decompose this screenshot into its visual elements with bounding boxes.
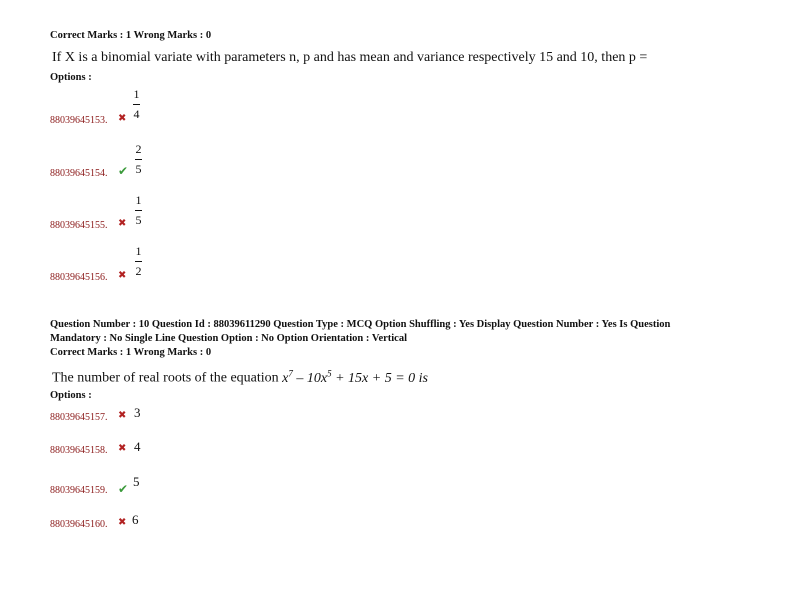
cross-icon: ✖ — [118, 218, 127, 229]
option-fraction[interactable] — [133, 88, 140, 121]
check-icon: ✔ — [118, 164, 129, 178]
option-fraction[interactable] — [135, 245, 142, 278]
cross-icon: ✖ — [118, 410, 127, 421]
option-id: 88039645157. — [50, 412, 108, 423]
fraction-bar — [135, 261, 142, 262]
eq-term: + 15x + 5 = 0 is — [331, 370, 428, 386]
q10-header-line1: Question Number : 10 Question Id : 88039611290 Question Type : MCQ Option Shuffling : Yes Display Question Number : Yes Is Question — [50, 319, 671, 330]
q9-question-text: If X is a binomial variate with parameters n, p and has mean and variance respectively 15 and 10, then p = — [52, 50, 648, 65]
option-value[interactable]: 4 — [134, 439, 141, 454]
q10-marks-line: Correct Marks : 1 Wrong Marks : 0 — [50, 347, 212, 358]
cross-icon: ✖ — [118, 113, 127, 124]
option-id: 88039645154. — [50, 168, 108, 179]
option-fraction[interactable] — [135, 194, 142, 227]
q9-marks-line: Correct Marks : 1 Wrong Marks : 0 — [50, 30, 212, 41]
option-fraction[interactable] — [135, 143, 142, 176]
option-id: 88039645153. — [50, 115, 108, 126]
eq-var: x — [282, 370, 289, 386]
cross-icon: ✖ — [118, 270, 127, 281]
fraction-denominator: 5 — [135, 162, 142, 176]
q10-question-text — [52, 368, 428, 387]
cross-icon: ✖ — [118, 517, 127, 528]
fraction-denominator: 5 — [135, 213, 142, 227]
fraction-denominator: 2 — [135, 264, 142, 278]
fraction-numerator: 1 — [135, 193, 142, 207]
question-prefix: The number of real roots of the equation — [52, 370, 283, 386]
option-id: 88039645158. — [50, 445, 108, 456]
fraction-numerator: 1 — [133, 87, 140, 101]
fraction-bar — [135, 210, 142, 211]
fraction-bar — [133, 104, 140, 105]
cross-icon: ✖ — [118, 443, 127, 454]
option-value[interactable]: 6 — [132, 512, 139, 527]
check-icon: ✔ — [118, 482, 129, 496]
eq-term: – 10x — [292, 370, 328, 386]
option-id: 88039645155. — [50, 220, 108, 231]
option-value[interactable]: 5 — [133, 474, 140, 489]
fraction-denominator: 4 — [133, 107, 140, 121]
q9-options-label: Options : — [50, 72, 92, 83]
fraction-numerator: 2 — [135, 142, 142, 156]
q10-options-label: Options : — [50, 390, 92, 401]
fraction-bar — [135, 159, 142, 160]
fraction-numerator: 1 — [135, 244, 142, 258]
q10-header-line2: Mandatory : No Single Line Question Option : No Option Orientation : Vertical — [50, 333, 408, 344]
option-value[interactable]: 3 — [134, 405, 141, 420]
eq-exponent: 7 — [288, 368, 293, 378]
eq-exponent: 5 — [327, 368, 332, 378]
equation — [282, 368, 428, 386]
option-id: 88039645156. — [50, 272, 108, 283]
option-id: 88039645159. — [50, 485, 108, 496]
option-id: 88039645160. — [50, 519, 108, 530]
